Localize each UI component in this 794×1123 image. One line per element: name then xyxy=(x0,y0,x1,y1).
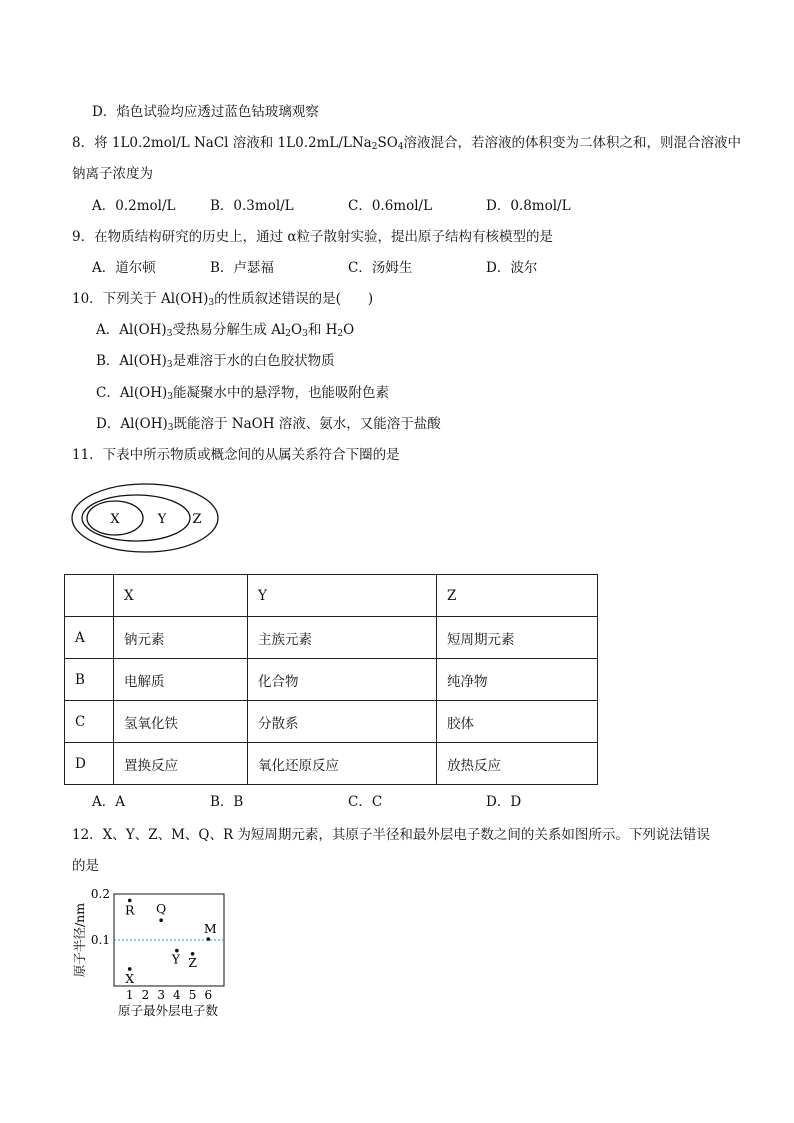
q12-scatter-chart xyxy=(64,880,244,1020)
q8-stem-b: SO xyxy=(377,135,398,151)
q10-b-p1: B．Al(OH) xyxy=(96,353,167,369)
q9-option-a: A．道尔顿 xyxy=(92,260,156,276)
x-tick-label: 2 xyxy=(141,988,150,1002)
q8-sub-2: 2 xyxy=(371,142,378,152)
q10-b-p2: 是难溶于水的白色胶状物质 xyxy=(172,353,335,369)
table-cell: 胶体 xyxy=(437,701,598,743)
table-cell: 放热反应 xyxy=(437,743,598,785)
q10-a-p5: O xyxy=(343,322,355,338)
table-cell: 氢氧化铁 xyxy=(114,701,248,743)
table-cell: C xyxy=(65,701,114,743)
q10-a-p3: O xyxy=(291,322,303,338)
point-label-m: M xyxy=(203,921,217,937)
table-cell: 主族元素 xyxy=(248,617,437,659)
q10-b-s1: 3 xyxy=(166,360,173,370)
point-q xyxy=(159,918,163,922)
q10-d-s1: 3 xyxy=(167,423,174,433)
q10-c-p2: 能凝聚水中的悬浮物，也能吸附色素 xyxy=(173,385,390,401)
q11-option-a: A．A xyxy=(92,794,125,810)
table-cell: 化合物 xyxy=(248,659,437,701)
q10-a-p4: 和 H xyxy=(307,322,338,338)
point-m xyxy=(206,937,210,941)
q8-option-d: D．0.8mol/L xyxy=(486,198,571,214)
table-row xyxy=(65,617,598,659)
q8-option-c: C．0.6mol/L xyxy=(348,198,433,214)
q11-option-c: C．C xyxy=(348,794,383,810)
point-label-q: Q xyxy=(156,901,167,917)
q8-stem-a: 8．将 1L0.2mol/L NaCl 溶液和 1L0.2mL/LNa xyxy=(72,135,372,151)
venn-label-z: Z xyxy=(192,512,202,527)
q10-option-a xyxy=(96,321,354,339)
table-row xyxy=(65,701,598,743)
table-row xyxy=(65,659,598,701)
point-label-y: Y xyxy=(171,951,180,967)
q12-stem-line2: 的是 xyxy=(72,858,99,874)
q11-option-d: D．D xyxy=(486,794,522,810)
venn-label-x: X xyxy=(110,512,120,527)
q8-stem-line1 xyxy=(72,134,741,152)
q11-options xyxy=(92,793,692,811)
venn-middle-ellipse xyxy=(82,495,190,541)
q11-option-b: B．B xyxy=(210,794,244,810)
q10-a-p2: 受热易分解生成 Al xyxy=(172,322,286,338)
q10-c-p1: C．Al(OH) xyxy=(96,385,168,401)
table-cell: D xyxy=(65,743,114,785)
table-cell: B xyxy=(65,659,114,701)
venn-label-y: Y xyxy=(157,512,167,527)
x-tick-label: 4 xyxy=(173,988,181,1002)
q9-option-d: D．波尔 xyxy=(486,260,538,276)
table-row xyxy=(65,743,598,785)
x-tick-label: 6 xyxy=(204,988,213,1002)
table-cell xyxy=(65,575,114,617)
table-cell: 短周期元素 xyxy=(437,617,598,659)
table-cell: 置换反应 xyxy=(114,743,248,785)
x-axis-ticks xyxy=(126,988,212,1002)
point-label-z: Z xyxy=(188,954,197,970)
q10-d-p2: 既能溶于 NaOH 溶液、氨水，又能溶于盐酸 xyxy=(173,416,441,432)
q11-table xyxy=(64,574,598,785)
q10-a-s3: 3 xyxy=(302,329,308,339)
q10-sub: 3 xyxy=(208,298,215,308)
x-tick-label: 1 xyxy=(125,988,134,1002)
q8-option-b: B．0.3mol/L xyxy=(210,198,294,214)
table-cell: A xyxy=(65,617,114,659)
q9-option-b: B．卢瑟福 xyxy=(210,260,274,276)
point-label-r: R xyxy=(125,902,135,918)
point-label-x: X xyxy=(125,970,135,986)
table-cell: 钠元素 xyxy=(114,617,248,659)
y-tick-label: 0.1 xyxy=(90,933,110,947)
q10-a-s1: 3 xyxy=(166,329,173,339)
q10-option-d xyxy=(96,415,441,433)
y-tick-label: 0.2 xyxy=(90,887,110,901)
table-cell: 分散系 xyxy=(248,701,437,743)
q10-stem-a: 10．下列关于 Al(OH) xyxy=(72,291,209,307)
q8-stem-c: 溶液混合，若溶液的体积变为二体积之和，则混合溶液中 xyxy=(403,135,742,151)
table-header-row xyxy=(65,575,598,617)
q10-a-p1: A．Al(OH) xyxy=(96,322,167,338)
x-tick-label: 5 xyxy=(188,988,197,1002)
q10-c-s1: 3 xyxy=(167,392,174,402)
q8-sub-4: 4 xyxy=(397,142,404,152)
x-tick-label: 3 xyxy=(157,988,165,1002)
q11-venn-diagram xyxy=(70,482,225,558)
q9-option-c: C．汤姆生 xyxy=(348,260,413,276)
table-header-z: Z xyxy=(437,575,598,617)
q10-a-s4: 2 xyxy=(337,329,344,339)
q10-stem-b: 的性质叙述错误的是( ) xyxy=(214,291,374,307)
y-axis-ticks xyxy=(91,887,110,947)
table-header-y: Y xyxy=(248,575,437,617)
data-points xyxy=(125,899,217,986)
q8-option-a: A．0.2mol/L xyxy=(92,198,176,214)
q8-stem-line2: 钠离子浓度为 xyxy=(72,166,153,182)
q9-stem: 9．在物质结构研究的历史上，通过 α粒子散射实验，提出原子结构有核模型的是 xyxy=(72,229,553,245)
q10-option-b xyxy=(96,352,335,370)
q10-a-s2: 2 xyxy=(285,329,292,339)
q9-options xyxy=(92,259,692,277)
y-axis-label: 原子半径/nm xyxy=(72,902,87,978)
table-cell: 氧化还原反应 xyxy=(248,743,437,785)
table-header-x: X xyxy=(114,575,248,617)
q7-option-d: D．焰色试验均应透过蓝色钴玻璃观察 xyxy=(92,104,319,120)
x-axis-label: 原子最外层电子数 xyxy=(117,1003,219,1018)
q11-stem: 11．下表中所示物质或概念间的从属关系符合下圈的是 xyxy=(72,447,400,463)
table-cell: 电解质 xyxy=(114,659,248,701)
table-cell: 纯净物 xyxy=(437,659,598,701)
q10-option-c xyxy=(96,384,389,402)
q12-stem-line1: 12．X、Y、Z、M、Q、R 为短周期元素，其原子半径和最外层电子数之间的关系如图所示。下列说法错误 xyxy=(72,827,710,843)
q8-options xyxy=(92,197,692,215)
q10-d-p1: D．Al(OH) xyxy=(96,416,168,432)
q10-stem xyxy=(72,290,373,308)
